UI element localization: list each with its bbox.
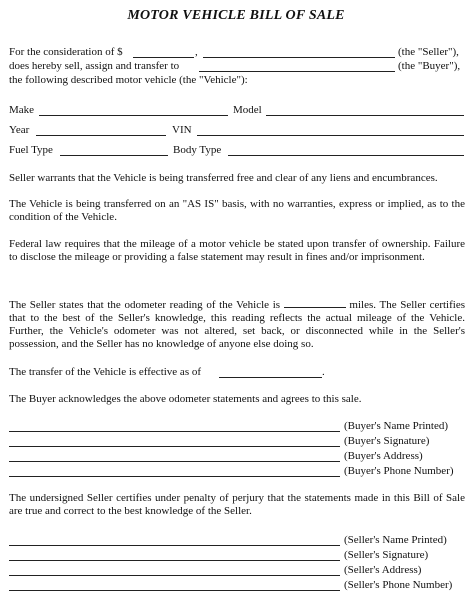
body-type-label: Body Type bbox=[173, 144, 222, 156]
intro-vehicle-label: the following described motor vehicle (the "Vehicle"): bbox=[9, 74, 248, 86]
year-label: Year bbox=[9, 124, 30, 136]
buyer-phone-label: (Buyer's Phone Number) bbox=[344, 465, 454, 477]
model-label: Model bbox=[233, 104, 262, 116]
odometer-text-start: The Seller states that the odometer reading of the Vehicle is bbox=[9, 299, 281, 311]
buyer-address-line[interactable] bbox=[9, 461, 340, 462]
odometer-paragraph bbox=[9, 297, 465, 351]
seller-name-printed-line[interactable] bbox=[9, 545, 340, 546]
intro-comma: , bbox=[195, 46, 198, 58]
body-type-field[interactable] bbox=[228, 155, 464, 156]
model-field[interactable] bbox=[266, 115, 464, 116]
odometer-reading-field[interactable] bbox=[284, 297, 346, 308]
as-is-paragraph: The Vehicle is being transferred on an "AS IS" basis, with no warranties, express or implied, as to the condition of the Vehicle. bbox=[9, 198, 465, 223]
seller-signature-line[interactable] bbox=[9, 560, 340, 561]
document-title: MOTOR VEHICLE BILL OF SALE bbox=[127, 8, 345, 23]
buyer-signature-label: (Buyer's Signature) bbox=[344, 435, 430, 447]
seller-phone-label: (Seller's Phone Number) bbox=[344, 579, 453, 591]
effective-date-period: . bbox=[322, 366, 325, 378]
buyer-name-printed-line[interactable] bbox=[9, 431, 340, 432]
effective-date-label: The transfer of the Vehicle is effective as of bbox=[9, 366, 202, 378]
intro-consideration-label: For the consideration of $ bbox=[9, 46, 123, 58]
odometer-text-end: miles. The Seller certifies that to the best of the Seller's knowledge, this reading reflects the actual mileage of the Vehicle. Further, the Vehicle's odometer was not altered, set back, or disconnected while in the Seller's possession, and the Seller has no knowledge of anyone else doing so. bbox=[9, 299, 465, 350]
seller-certification-paragraph: The undersigned Seller certifies under penalty of perjury that the statements made in this Bill of Sale are true and correct to the best knowledge of the Seller. bbox=[9, 492, 465, 517]
buyer-name-field[interactable] bbox=[199, 71, 395, 72]
seller-designation: (the "Seller"), bbox=[398, 46, 459, 58]
seller-name-field[interactable] bbox=[203, 57, 395, 58]
seller-phone-line[interactable] bbox=[9, 590, 340, 591]
effective-date-field[interactable] bbox=[219, 377, 322, 378]
buyer-signature-line[interactable] bbox=[9, 446, 340, 447]
fuel-type-field[interactable] bbox=[60, 155, 168, 156]
vin-field[interactable] bbox=[197, 135, 464, 136]
buyer-acknowledgement-paragraph: The Buyer acknowledges the above odometer statements and agrees to this sale. bbox=[9, 393, 362, 405]
make-field[interactable] bbox=[39, 115, 228, 116]
federal-law-paragraph: Federal law requires that the mileage of a motor vehicle be stated upon transfer of ownership. Failure to disclose the mileage or providing a false statement may result in fines and/or imprisonment. bbox=[9, 238, 465, 263]
seller-signature-label: (Seller's Signature) bbox=[344, 549, 429, 561]
make-label: Make bbox=[9, 104, 35, 116]
seller-address-line[interactable] bbox=[9, 575, 340, 576]
fuel-type-label: Fuel Type bbox=[9, 144, 53, 156]
consideration-amount-field[interactable] bbox=[133, 57, 194, 58]
seller-address-label: (Seller's Address) bbox=[344, 564, 422, 576]
vin-label: VIN bbox=[172, 124, 192, 136]
year-field[interactable] bbox=[36, 135, 166, 136]
warranty-paragraph: Seller warrants that the Vehicle is being transferred free and clear of any liens and encumbrances. bbox=[9, 172, 438, 184]
buyer-name-printed-label: (Buyer's Name Printed) bbox=[344, 420, 449, 432]
buyer-phone-line[interactable] bbox=[9, 476, 340, 477]
buyer-designation: (the "Buyer"), bbox=[398, 60, 461, 72]
buyer-address-label: (Buyer's Address) bbox=[344, 450, 423, 462]
seller-name-printed-label: (Seller's Name Printed) bbox=[344, 534, 447, 546]
intro-transfer-label: does hereby sell, assign and transfer to bbox=[9, 60, 180, 72]
